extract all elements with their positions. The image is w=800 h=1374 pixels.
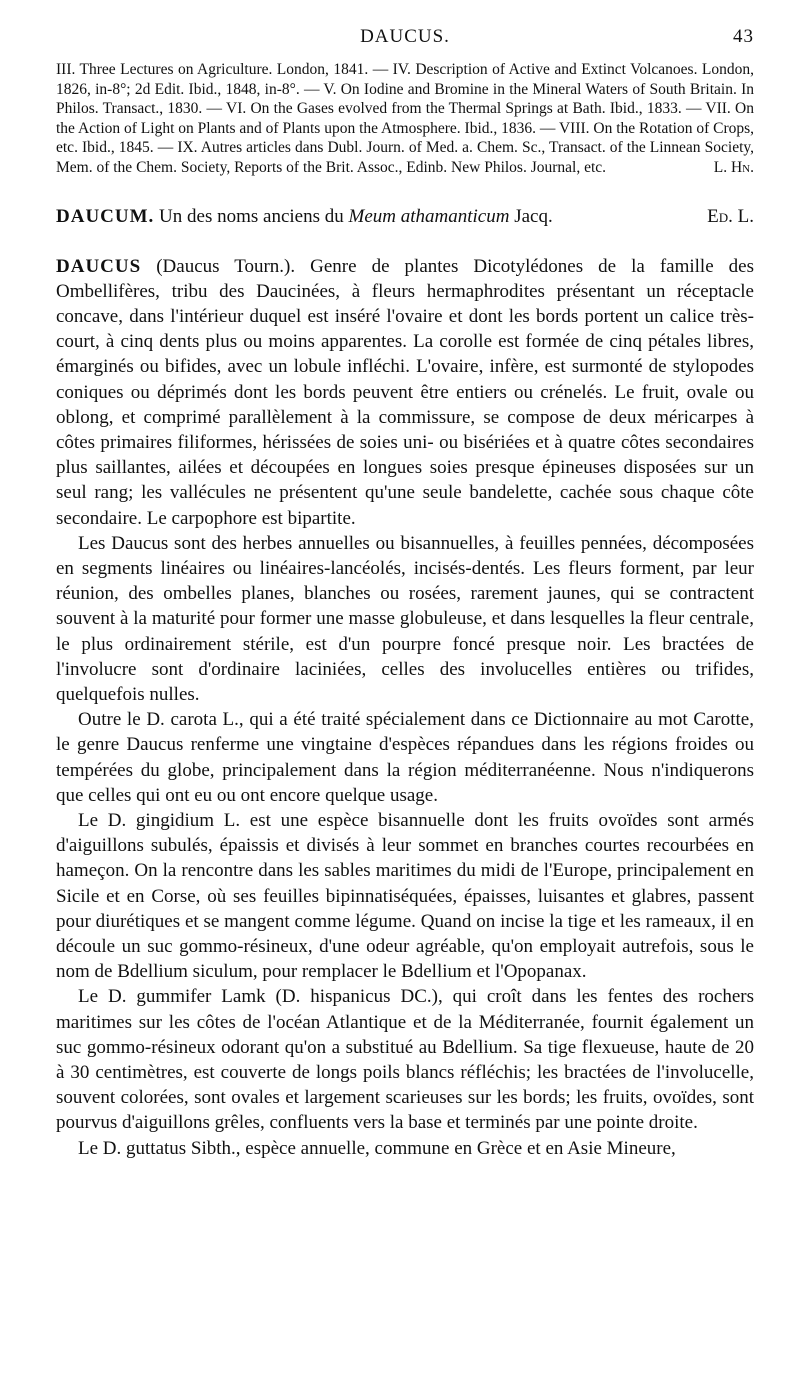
entry-daucum-text-pre: Un des noms anciens du [159, 205, 349, 227]
entry-daucum-species: Meum athamanticum [348, 205, 510, 227]
daucus-paragraph-4: Le D. gingidium L. est une espèce bisannuelle dont les fruits ovoïdes sont armés d'aiguillons subulés, épaissis et divisés à leur sommet en branches courtes recourbées en hameçon. On la rencontre dans les sables maritimes du midi de l'Europe, principalement en Sicile et en Corse, où ses feuilles bipinnatiséquées, épaisses, luisantes et glabres, passent pour diurétiques et se mangent comme légume. Quand on incise la tige et les rameaux, il en découle un suc gommo-résineux, d'une odeur agréable, qu'on employait autrefois, sous le nom de Bdellium siculum, pour remplacer le Bdellium et l'Opopanax. [56, 809, 754, 983]
daucus-paragraph-2: Les Daucus sont des herbes annuelles ou bisannuelles, à feuilles pennées, décomposées en segments linéaires ou linéaires-lancéolés, incisés-dentés. Les fleurs forment, par leur réunion, des ombelles planes, blanches ou rosées, rarement jaunes, qui se contractent souvent à la maturité pour former une masse globuleuse, et dans lesquelles la fleur centrale, le plus ordinairement stérile, est d'un pourpre foncé presque noir. Les bractées de l'involucre sont d'ordinaire laciniées, celles des involucelles entières ou trifides, quelquefois nulles. [56, 532, 754, 705]
entry-daucus-headword: DAUCUS [56, 255, 142, 277]
entry-daucum-text-post: Jacq. [509, 205, 553, 227]
daucus-paragraph-5: Le D. gummifer Lamk (D. hispanicus DC.), qui croît dans les fentes des rochers maritimes sur les côtes de l'océan Atlantique et de la Méditerranée, fournit également un suc gommo-résineux odorant qu'on a substitué au Bdellium. Sa tige flexueuse, haute de 20 à 30 centimètres, est couverte de longs poils blancs réfléchis; les bractées de l'involucelle, souvent colorées, sont ovales et largement scarieuses sur les bords; les fruits, ovoïdes, sont pourvus d'aiguillons grêles, confluents vers la base et terminés par une pointe droite. [56, 986, 754, 1134]
entry-daucum [56, 204, 754, 230]
page-number: 43 [733, 26, 754, 47]
bibliography-signature: L. Hn. [713, 159, 754, 176]
page-header [56, 26, 754, 52]
bibliography-text: III. Three Lectures on Agriculture. London, 1841. — IV. Description of Active and Extinct Volcanoes. London, 1826, in-8°; 2d Edit. Ibid., 1848, in-8°. — V. On Iodine and Bromine in the Mineral Waters of South Britain. In Philos. Transact., 1830. — VI. On the Gases evolved from the Thermal Springs at Bath. Ibid., 1833. — VII. On the Action of Light on Plants and of Plants upon the Atmosphere. Ibid., 1836. — VIII. On the Rotation of Crops, etc. Ibid., 1845. — IX. Autres articles dans Dubl. Journ. of Med. a. Chem. Sc., Transact. of the Linnean Society, Mem. of the Chem. Society, Reports of the Brit. Assoc., Edinb. New Philos. Journal, etc. [56, 61, 755, 176]
entry-daucus [56, 254, 754, 1161]
daucus-paragraph-1 [56, 254, 754, 531]
running-title: DAUCUS. [360, 26, 450, 47]
bibliography-block [56, 60, 754, 178]
daucus-paragraph-6: Le D. guttatus Sibth., espèce annuelle, commune en Grèce et en Asie Mineure, [78, 1137, 676, 1159]
entry-daucum-signature: Ed. L. [707, 205, 754, 227]
entry-daucum-headword: DAUCUM. [56, 205, 155, 227]
daucus-paragraph-1-text: (Daucus Tourn.). Genre de plantes Dicotylédones de la famille des Ombellifères, tribu des Daucinées, à fleurs hermaphrodites présentant un réceptacle concave, dans l'intérieur duquel est inséré l'ovaire et dont les bords portent un calice très-court, à cinq dents plus ou moins apparentes. La corolle est formée de cinq pétales libres, émarginés ou bifides, avec un lobule infléchi. L'ovaire, infère, est surmonté de stylopodes coniques ou déprimés dont les bords peuvent être entiers ou crénelés. Le fruit, ovale ou oblong, et comprimé parallèlement à la commissure, se compose de deux méricarpes à côtes primaires filiformes, hérissées de soies uni- ou bisériées et à quatre côtes secondaires plus saillantes, ailées et découpées en longues soies presque épineuses disposées sur un seul rang; les vallécules ne présentent qu'une seule bandelette, cachée sous chaque côte secondaire. Le carpophore est bipartite. [56, 255, 754, 529]
daucus-paragraph-3: Outre le D. carota L., qui a été traité spécialement dans ce Dictionnaire au mot Carotte, le genre Daucus renferme une vingtaine d'espèces répandues dans les régions froides ou tempérées du globe, principalement dans la région méditerranéenne. Nous n'indiquerons que celles qui ont eu ou ont encore quelque usage. [56, 709, 754, 806]
